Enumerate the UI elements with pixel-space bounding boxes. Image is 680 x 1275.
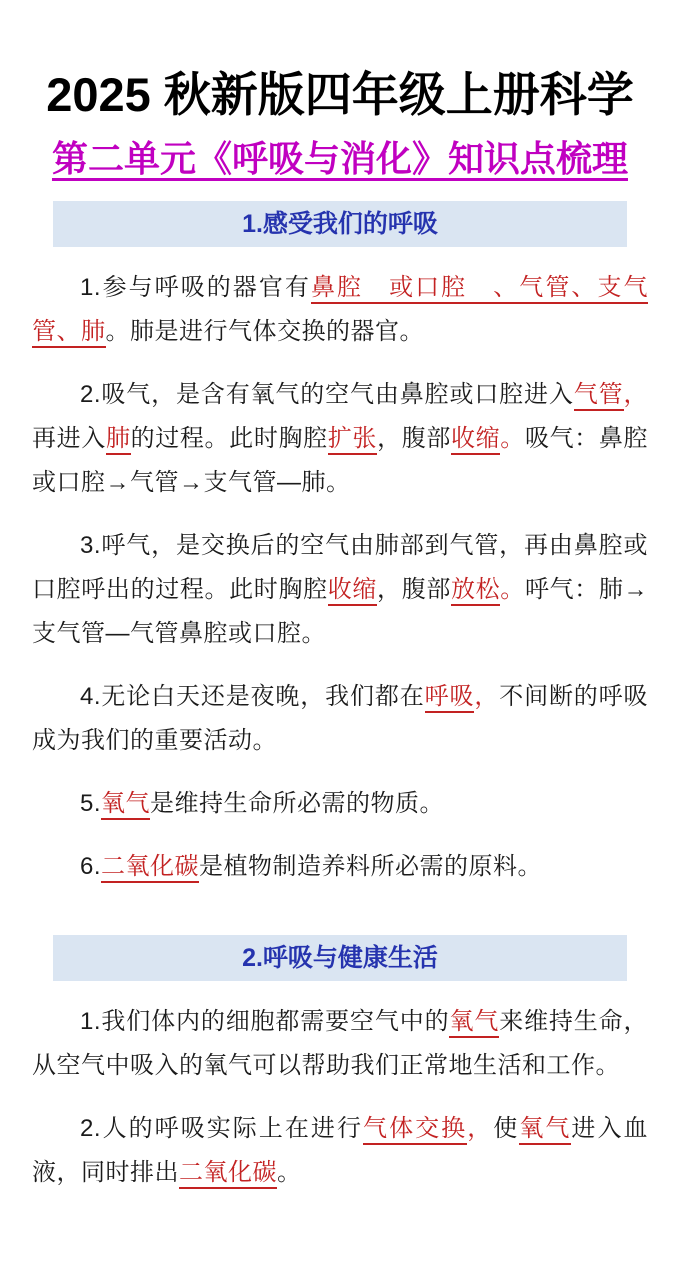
highlight-term: 气体交换 [363, 1115, 467, 1145]
document-page [0, 66, 680, 1275]
paragraph [32, 675, 648, 763]
paragraph [32, 845, 648, 889]
paragraph [32, 1000, 648, 1088]
highlight-punctuation: ， [474, 683, 500, 710]
highlight-term: 收缩 [328, 576, 377, 606]
highlight-term: 肺 [106, 425, 131, 455]
text-segment: 2.人的呼吸实际上在进行 [80, 1115, 364, 1142]
section-1 [32, 201, 648, 889]
highlight-term: 收缩 [451, 425, 500, 455]
sections-container [32, 201, 648, 1195]
text-segment: 4.无论白天还是夜晚，我们都在 [80, 683, 425, 710]
highlight-punctuation: ， [467, 1115, 494, 1142]
text-segment: 进入血液，同时排出 [32, 1115, 648, 1186]
paragraph [32, 524, 648, 656]
text-segment: 使 [493, 1115, 520, 1142]
highlight-punctuation: 。 [500, 425, 525, 452]
paragraph [32, 266, 648, 354]
highlight-punctuation: ， [623, 381, 649, 408]
text-segment: 1.参与呼吸的器官有 [80, 274, 311, 301]
highlight-term: 鼻腔 或口腔 、气管、支气管、肺 [32, 274, 648, 348]
text-segment: 吸气：鼻腔或口腔→气管→支气管—肺。 [32, 425, 649, 496]
text-segment: 是植物制造养料所必需的原料。 [199, 853, 543, 880]
section-heading: 2.呼吸与健康生活 [53, 935, 627, 981]
text-segment: 是维持生命所必需的物质。 [150, 790, 445, 817]
text-segment: ，腹部 [377, 425, 451, 452]
text-segment: 再进入 [32, 425, 106, 452]
text-segment: 呼气：肺→支气管—气管鼻腔或口腔。 [32, 576, 649, 647]
highlight-term: 呼吸 [425, 683, 475, 713]
highlight-term: 氧气 [101, 790, 150, 820]
text-segment: 不间断的呼吸成为我们的重要活动。 [32, 683, 649, 754]
paragraph [32, 1107, 648, 1195]
highlight-term: 放松 [451, 576, 500, 606]
section-heading: 1.感受我们的呼吸 [53, 201, 627, 247]
highlight-term: 二氧化碳 [101, 853, 199, 883]
highlight-term: 二氧化碳 [179, 1159, 277, 1189]
text-segment: 5. [80, 790, 102, 817]
text-segment: 。 [277, 1159, 302, 1186]
highlight-punctuation: 。 [500, 576, 525, 603]
text-segment: 2.吸气，是含有氧气的空气由鼻腔或口腔进入 [80, 381, 574, 408]
highlight-term: 氧气 [449, 1008, 499, 1038]
text-segment: 来维持生命，从空气中吸入的氧气可以帮助我们正常地生活和工作。 [32, 1008, 649, 1079]
paragraph [32, 782, 648, 826]
page-subtitle: 第二单元《呼吸与消化》知识点梳理 [51, 138, 628, 179]
text-segment: 3.呼气，是交换后的空气由肺部到气管，再由鼻腔或口腔呼出的过程。此时胸腔 [32, 532, 648, 603]
text-segment: 6. [80, 853, 102, 880]
text-segment: 的过程。此时胸腔 [130, 425, 328, 452]
text-segment: 。肺是进行气体交换的器官。 [105, 318, 424, 345]
highlight-term: 气管 [574, 381, 624, 411]
paragraph [32, 373, 648, 505]
text-segment: 1.我们体内的细胞都需要空气中的 [80, 1008, 450, 1035]
section-2 [32, 935, 648, 1195]
text-segment: ，腹部 [377, 576, 451, 603]
page-title: 2025 秋新版四年级上册科学 [46, 68, 634, 121]
highlight-term: 扩张 [328, 425, 377, 455]
highlight-term: 氧气 [519, 1115, 571, 1145]
